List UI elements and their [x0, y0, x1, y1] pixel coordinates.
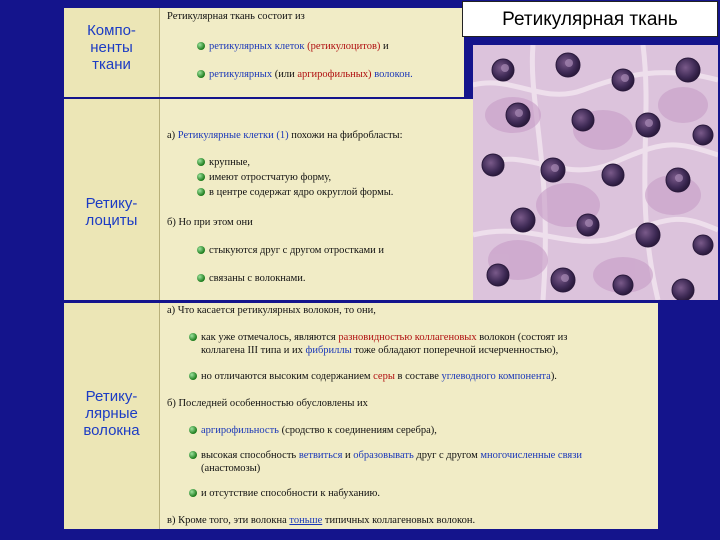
components-heading: Компо- ненты ткани — [87, 22, 136, 73]
fibers-panel — [64, 303, 658, 529]
list-item: связаны с волокнами. — [197, 273, 305, 285]
green-ball-bullet-icon — [189, 333, 197, 341]
green-ball-bullet-icon — [189, 451, 197, 459]
green-ball-bullet-icon — [189, 489, 197, 497]
green-ball-bullet-icon — [189, 426, 197, 434]
green-ball-bullet-icon — [197, 188, 205, 196]
components-item-2: ретикулярных (или аргирофильных) волокон. — [197, 69, 413, 81]
list-item: высокая способность ветвиться и образовывать друг с другом многочисленные связи — [189, 450, 582, 462]
fibers-content — [165, 303, 656, 529]
list-item: как уже отмечалось, являются разновидностью коллагеновых волокон (состоят из — [189, 332, 567, 344]
reticulocytes-heading: Ретику- лоциты — [85, 195, 138, 229]
reticulocytes-a: а) Ретикулярные клетки (1) похожи на фибробласты: — [167, 130, 403, 141]
green-ball-bullet-icon — [197, 42, 205, 50]
components-heading-cell — [64, 8, 160, 97]
green-ball-bullet-icon — [197, 70, 205, 78]
components-item-1: ретикулярных клеток (ретикулоцитов) и — [197, 41, 389, 53]
green-ball-bullet-icon — [197, 274, 205, 282]
list-item: но отличаются высоким содержанием серы в составе углеводного компонента). — [189, 371, 557, 383]
reticulocytes-panel — [64, 99, 474, 300]
page-title: Ретикулярная ткань — [502, 9, 678, 30]
micrograph-image — [473, 45, 718, 300]
green-ball-bullet-icon — [197, 158, 205, 166]
list-item-continuation: коллагена III типа и их фибриллы тоже обладают поперечной исчерченностью), — [201, 345, 559, 356]
title-banner — [462, 1, 718, 37]
green-ball-bullet-icon — [197, 246, 205, 254]
fibers-b: б) Последней особенностью обусловлены их — [167, 398, 368, 409]
list-item-continuation: (анастомозы) — [201, 463, 261, 474]
list-item: имеют отростчатую форму, — [197, 172, 331, 184]
green-ball-bullet-icon — [197, 173, 205, 181]
list-item: в центре содержат ядро округлой формы. — [197, 187, 393, 199]
fibers-a: а) Что касается ретикулярных волокон, то они, — [167, 305, 376, 316]
fibers-heading: Ретику- лярные волокна — [83, 388, 140, 439]
list-item: и отсутствие способности к набуханию. — [189, 488, 380, 500]
fibers-heading-cell — [64, 303, 160, 529]
green-ball-bullet-icon — [189, 372, 197, 380]
reticulocytes-b: б) Но при этом они — [167, 217, 253, 228]
reticular-tissue-micrograph — [473, 45, 718, 300]
components-panel — [64, 8, 464, 97]
components-content — [165, 8, 462, 97]
list-item: крупные, — [197, 157, 250, 169]
list-item: аргирофильность (сродство к соединениям серебра), — [189, 425, 437, 437]
components-intro: Ретикулярная ткань состоит из — [167, 11, 305, 22]
reticulocytes-heading-cell — [64, 99, 160, 300]
fibers-c: в) Кроме того, эти волокна тоньше типичных коллагеновых волокон. — [167, 515, 476, 526]
reticulocytes-content — [165, 99, 472, 300]
list-item: стыкуются друг с другом отростками и — [197, 245, 384, 257]
